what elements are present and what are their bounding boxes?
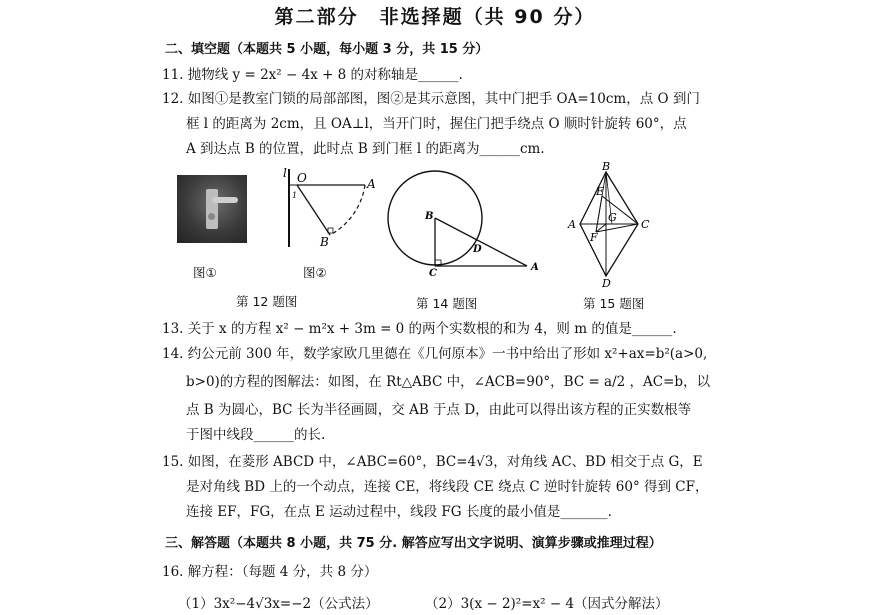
section-2-heading: 二、填空题（本题共 5 小题，每小题 3 分，共 15 分）: [165, 42, 489, 57]
question-15-line-1: 15. 如图，在菱形 ABCD 中，∠ABC=60°，BC=4√3，对角线 AC、BD 相交于点 G，E: [162, 454, 703, 470]
question-14-line-1: 14. 约公元前 300 年，数学家欧几里德在《几何原本》一书中给出了形如 x²+ax=b²(a>0,: [162, 346, 708, 362]
question-12-line-2: 框 l 的距离为 2cm，且 OA⊥l，当开门时，握住门把手绕点 O 顺时针旋转 60°，点: [186, 116, 687, 132]
label-E: E: [596, 185, 605, 198]
caption-figure-12: 第 12 题图: [236, 294, 298, 309]
door-lock-photo: [177, 175, 247, 243]
label-B: B: [425, 211, 434, 222]
label-O: O: [297, 171, 307, 185]
question-16: 16. 解方程：（每题 4 分，共 8 分）: [162, 564, 378, 580]
label-D: D: [602, 277, 611, 288]
question-14-line-4: 于图中线段______的长.: [186, 427, 326, 443]
label-angle-1: 1: [292, 191, 298, 200]
question-11: 11. 抛物线 y = 2x² − 4x + 8 的对称轴是______.: [162, 67, 463, 83]
question-15-line-3: 连接 EF，FG，在点 E 运动过程中，线段 FG 长度的最小值是_______.: [186, 504, 612, 520]
section-3-heading: 三、解答题（本题共 8 小题，共 75 分. 解答应写出文字说明、演算步骤或推理过程）: [165, 536, 662, 551]
question-16-part-1: （1）3x²−4√3x=−2（公式法）: [178, 596, 379, 612]
question-14-line-2: b>0)的方程的图解法：如图，在 Rt△ABC 中，∠ACB=90°，BC = a/2 ，AC=b，以: [186, 374, 711, 390]
question-16-part-2: （2）3(x − 2)²=x² − 4（因式分解法）: [425, 596, 669, 612]
label-B: B: [602, 160, 611, 173]
question-13: 13. 关于 x 的方程 x² − m²x + 3m = 0 的两个实数根的和为 4，则 m 的值是______.: [162, 321, 677, 337]
label-F: F: [590, 231, 598, 244]
label-C: C: [641, 218, 650, 231]
question-12-line-3: A 到达点 B 的位置，此时点 B 到门框 l 的距离为______cm.: [186, 141, 545, 157]
label-A: A: [531, 262, 539, 273]
lock-knob: [208, 213, 215, 220]
label-B: B: [320, 235, 329, 249]
figure-14-diagram: [385, 170, 545, 280]
segment-OB: [297, 185, 330, 235]
label-G: G: [608, 211, 617, 224]
page-title: 第二部分 非选择题（共 90 分）: [274, 6, 596, 28]
figure-12-diagram: [275, 165, 385, 250]
caption-figure-14: 第 14 题图: [416, 296, 478, 311]
figure-15-diagram: [560, 160, 660, 288]
question-14-line-3: 点 B 为圆心，BC 长为半径画圆，交 AB 于点 D，由此可以得出该方程的正实数根等: [186, 402, 692, 418]
question-12-line-1: 12. 如图①是教室门锁的局部部图，图②是其示意图，其中门把手 OA=10cm，点 O 到门: [162, 91, 700, 107]
label-A: A: [367, 177, 376, 191]
figure-1-label: 图①: [193, 265, 217, 280]
door-handle: [212, 197, 238, 203]
question-15-line-2: 是对角线 BD 上的一个动点，连接 CE，将线段 CE 绕点 C 逆时针旋转 60° 得到 CF，: [186, 479, 709, 495]
rotation-arc: [330, 185, 365, 235]
figure-2-label: 图②: [303, 265, 327, 280]
lock-plate: [206, 189, 218, 229]
segment-CF: [596, 224, 638, 232]
label-A: A: [568, 218, 576, 231]
caption-figure-15: 第 15 题图: [583, 296, 645, 311]
label-D: D: [473, 244, 482, 255]
label-l: l: [283, 166, 287, 180]
label-C: C: [429, 268, 437, 279]
